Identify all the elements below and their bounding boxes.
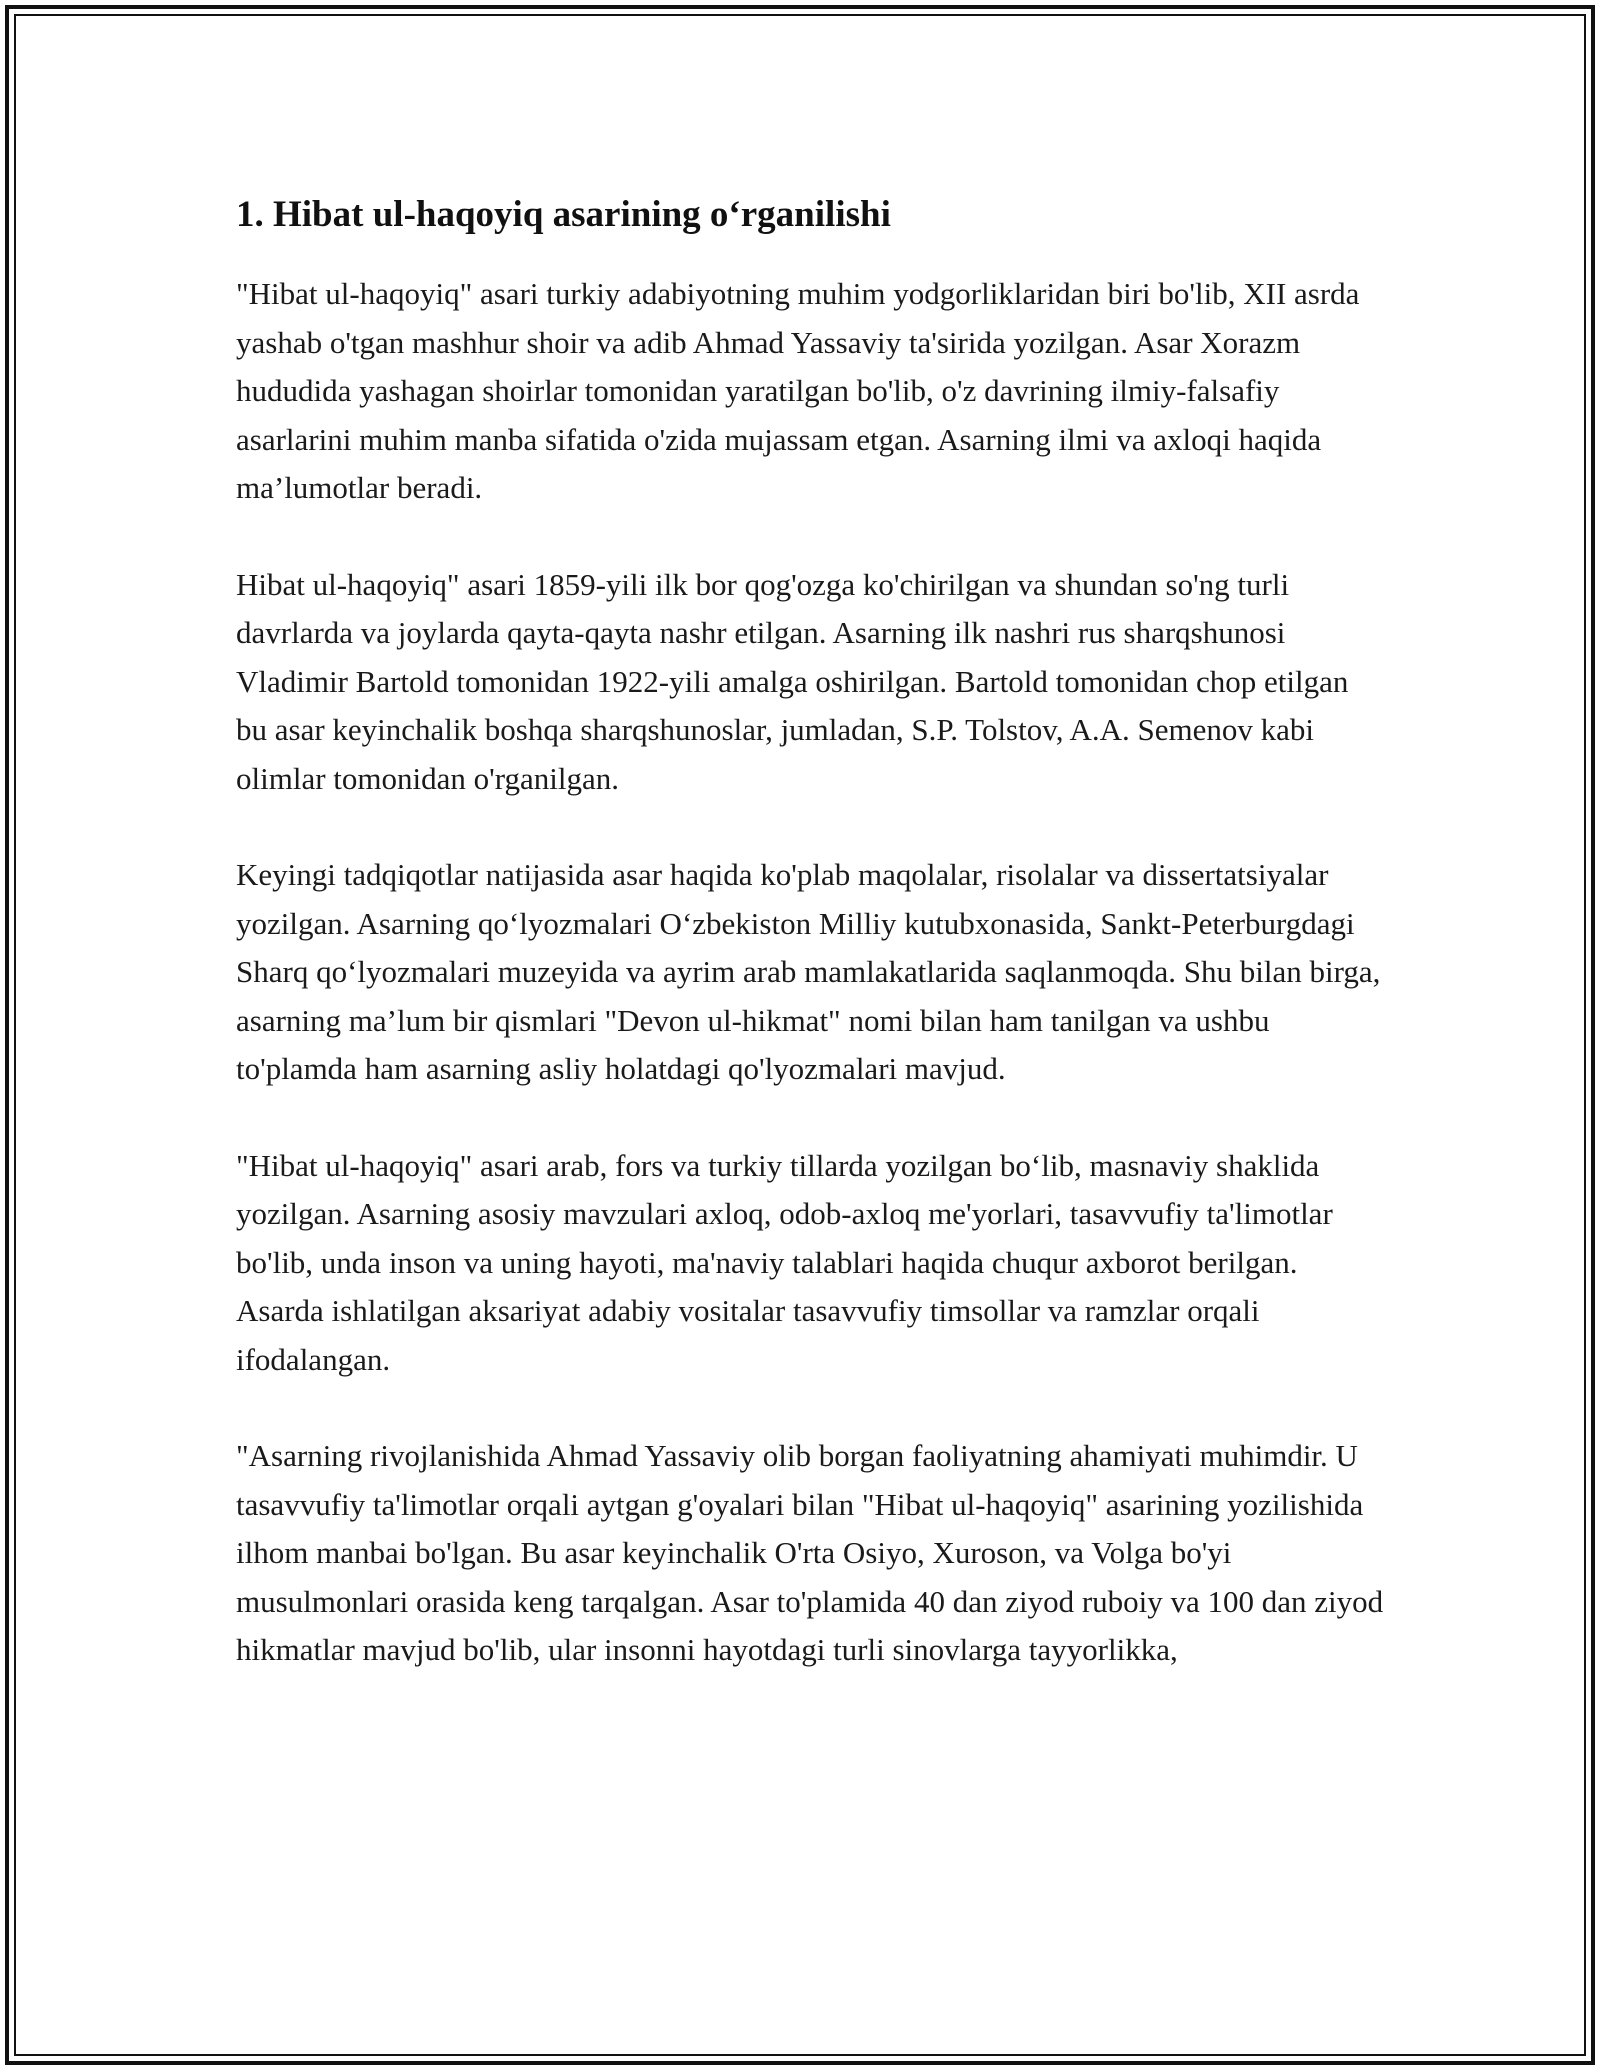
paragraph-4: "Hibat ul-haqoyiq" asari arab, fors va turkiy tillarda yozilgan bo‘lib, masnaviy shaklida yozilgan. Asarning asosiy mavzulari axloq, odob-axloq me'yorlari, tasavvufiy ta'limotlar bo'lib, unda inson va uning hayoti, ma'naviy talablari haqida chuqur axborot berilgan. Asarda ishlatilgan aksariyat adabiy vositalar tasavvufiy timsollar va ramzlar orqali ifodalangan. (236, 1147, 1333, 1377)
paragraph-5: "Asarning rivojlanishida Ahmad Yassaviy olib borgan faoliyatning ahamiyati muhimdir. U tasavvufiy ta'limotlar orqali aytgan g'oyalari bilan "Hibat ul-haqoyiq" asarining yozilishida ilhom manbai bo'lgan. Bu asar keyinchalik O'rta Osiyo, Xuroson, va Volga bo'yi musulmonlari orasida keng tarqalgan. Asar to'plamida 40 dan ziyod ruboiy va 100 dan ziyod hikmatlar mavjud bo'lib, ular insonni hayotdagi turli sinovlarga tayyorlikka, (236, 1438, 1384, 1667)
section-heading: 1. Hibat ul-haqoyiq asarining o‘rganilishi (236, 194, 891, 235)
paragraph-1: "Hibat ul-haqoyiq" asari turkiy adabiyotning muhim yodgorliklaridan biri bo'lib, XII asrda yashab o'tgan mashhur shoir va adib Ahmad Yassaviy ta'sirida yozilgan. Asar Xorazm hududida yashagan shoirlar tomonidan yaratilgan bo'lib, o'z davrining ilmiy-falsafiy asarlarini muhim manba sifatida o'zida mujassam etgan. Asarning ilmi va axloqi haqida ma’lumotlar beradi. (236, 276, 1360, 505)
paragraph-2: Hibat ul-haqoyiq" asari 1859-yili ilk bor qog'ozga ko'chirilgan va shundan so'ng turli davrlarda va joylarda qayta-qayta nashr etilgan. Asarning ilk nashri rus sharqshunosi Vladimir Bartold tomonidan 1922-yili amalga oshirilgan. Bartold tomonidan chop etilgan bu asar keyinchalik boshqa sharqshunoslar, jumladan, S.P. Tolstov, A.A. Semenov kabi olimlar tomonidan o'rganilgan. (236, 566, 1349, 796)
document-body (236, 188, 1386, 1675)
paragraph-3: Keyingi tadqiqotlar natijasida asar haqida ko'plab maqolalar, risolalar va dissertatsiyalar yozilgan. Asarning qo‘lyozmalari O‘zbekiston Milliy kutubxonasida, Sankt-Peterburgdagi Sharq qo‘lyozmalari muzeyida va ayrim arab mamlakatlarida saqlanmoqda. Shu bilan birga, asarning ma’lum bir qismlari "Devon ul-hikmat" nomi bilan ham tanilgan va ushbu to'plamda ham asarning asliy holatdagi qo'lyozmalari mavjud. (236, 857, 1381, 1086)
